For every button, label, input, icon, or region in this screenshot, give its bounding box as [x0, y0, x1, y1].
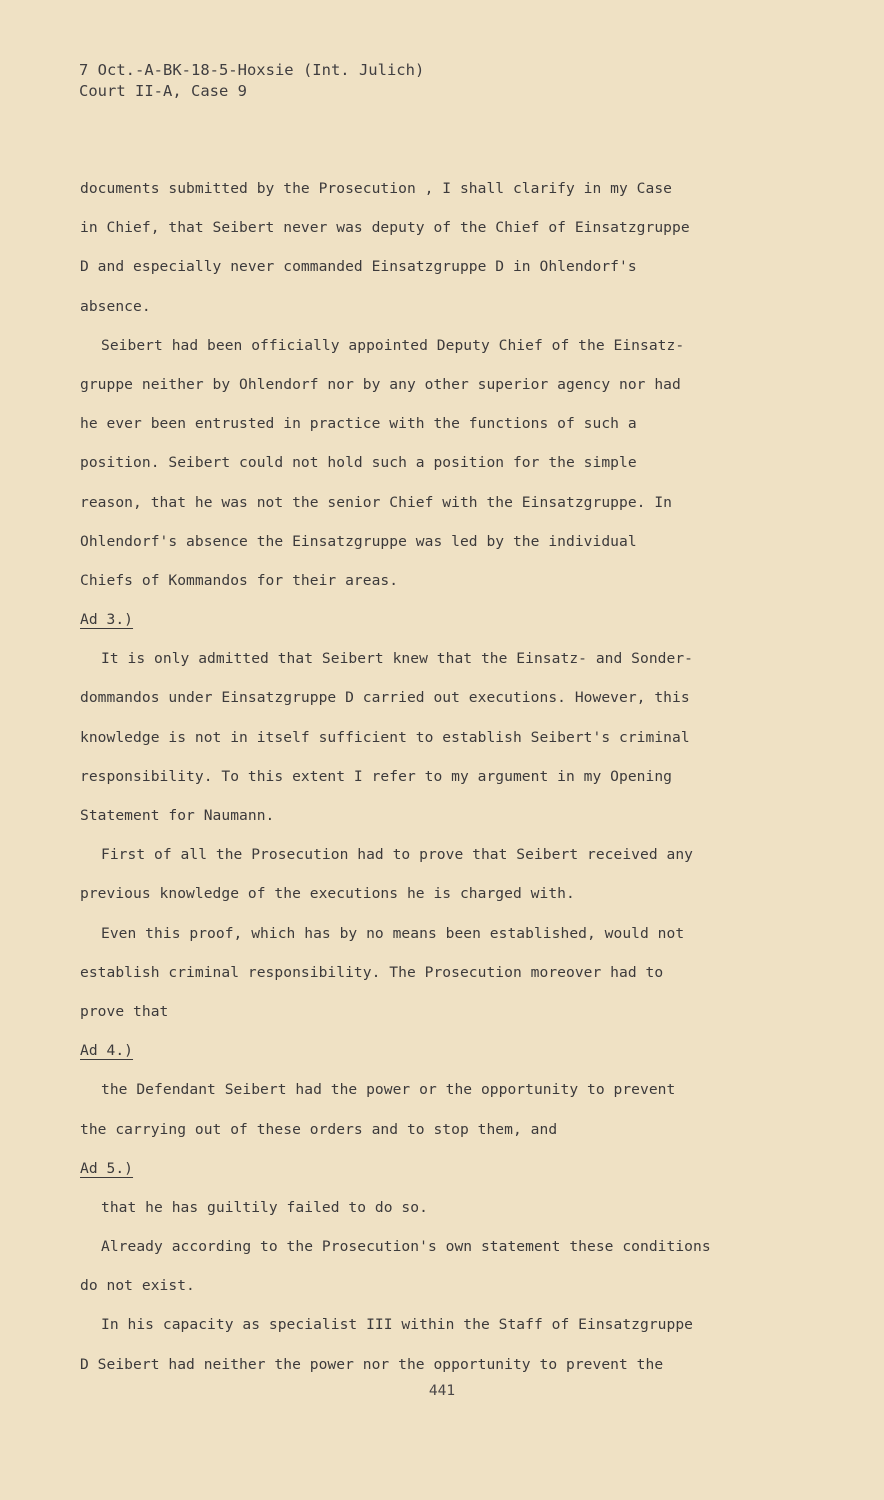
text-line-content: First of all the Prosecution had to prove that Seibert received any [101, 846, 694, 864]
text-line-content: Chiefs of Kommandos for their areas. [80, 571, 399, 589]
text-line-content: reason, that he was not the senior Chief with the Einsatzgruppe. In [80, 493, 673, 511]
text-line-content: Statement for Naumann. [80, 807, 275, 824]
text-line [80, 213, 800, 252]
text-line-content: Even this proof, which has by no means been established, would not [101, 924, 685, 942]
text-line-content: prove that [80, 1002, 169, 1020]
text-line [80, 409, 800, 448]
text-line [80, 762, 800, 801]
text-line-content: documents submitted by the Prosecution , I shall clarify in my Case [80, 180, 673, 197]
section-heading [80, 605, 800, 644]
text-line-content: responsibility. To this extent I refer to my argument in my Opening [80, 767, 673, 785]
text-line [80, 1115, 800, 1154]
text-line-content: knowledge is not in itself sufficient to establish Seibert's criminal [80, 728, 690, 746]
text-line [80, 1310, 800, 1349]
section-heading-text: Ad 5.) [80, 1159, 134, 1177]
text-line-content: do not exist. [80, 1277, 195, 1295]
text-line [80, 919, 800, 958]
text-line-content: establish criminal responsibility. The Prosecution moreover had to [80, 963, 664, 981]
text-line [80, 801, 800, 840]
text-line-content: Already according to the Prosecution's own statement these conditions [101, 1238, 711, 1256]
text-line-content: It is only admitted that Seibert knew that the Einsatz- and Sonder- [101, 650, 694, 668]
text-line [80, 1271, 800, 1310]
section-heading-text: Ad 4.) [80, 1042, 134, 1060]
header-line-court: Court II-A, Case 9 [79, 82, 247, 100]
text-line [80, 723, 800, 762]
text-line-content: that he has guiltily failed to do so. [101, 1198, 428, 1216]
header-line-reference: 7 Oct.-A-BK-18-5-Hoxsie (Int. Julich) [79, 61, 425, 79]
text-line [80, 331, 800, 370]
text-line [80, 488, 800, 527]
text-line [80, 292, 800, 331]
text-line-content: he ever been entrusted in practice with the functions of such a [80, 415, 637, 433]
section-heading [80, 1154, 800, 1193]
section-heading [80, 1036, 800, 1075]
text-line [80, 644, 800, 683]
text-line [80, 1232, 800, 1271]
text-line-content: Ohlendorf's absence the Einsatzgruppe was led by the individual [80, 532, 637, 550]
text-line-content: position. Seibert could not hold such a position for the simple [80, 454, 637, 472]
text-line [80, 1075, 800, 1114]
document-header [79, 60, 424, 102]
text-line-content: absence. [80, 297, 151, 315]
text-line [80, 527, 800, 566]
text-line-content: dommandos under Einsatzgruppe D carried out executions. However, this [80, 689, 690, 707]
text-line-content: previous knowledge of the executions he is charged with. [80, 885, 575, 903]
text-line [80, 370, 800, 409]
text-line [80, 997, 800, 1036]
page-number: 441 [428, 1383, 456, 1399]
text-line [80, 879, 800, 918]
text-line-content: In his capacity as specialist III within the Staff of Einsatzgruppe [101, 1316, 694, 1334]
text-line [80, 1193, 800, 1232]
text-line [80, 683, 800, 722]
text-line-content: D Seibert had neither the power nor the opportunity to prevent the [80, 1355, 664, 1373]
text-line [80, 448, 800, 487]
document-body [80, 174, 800, 1389]
text-line [80, 174, 800, 213]
text-line-content: gruppe neither by Ohlendorf nor by any other superior agency nor had [80, 375, 681, 393]
text-line [80, 958, 800, 997]
text-line-content: in Chief, that Seibert never was deputy of the Chief of Einsatzgruppe [80, 219, 690, 237]
text-line-content: D and especially never commanded Einsatzgruppe D in Ohlendorf's [80, 258, 637, 276]
text-line [80, 840, 800, 879]
text-line [80, 252, 800, 291]
text-line-content: Seibert had been officially appointed Deputy Chief of the Einsatz- [101, 336, 685, 354]
text-line-content: the Defendant Seibert had the power or the opportunity to prevent [101, 1081, 676, 1099]
text-line [80, 566, 800, 605]
section-heading-text: Ad 3.) [80, 611, 134, 629]
text-line-content: the carrying out of these orders and to stop them, and [80, 1120, 558, 1138]
